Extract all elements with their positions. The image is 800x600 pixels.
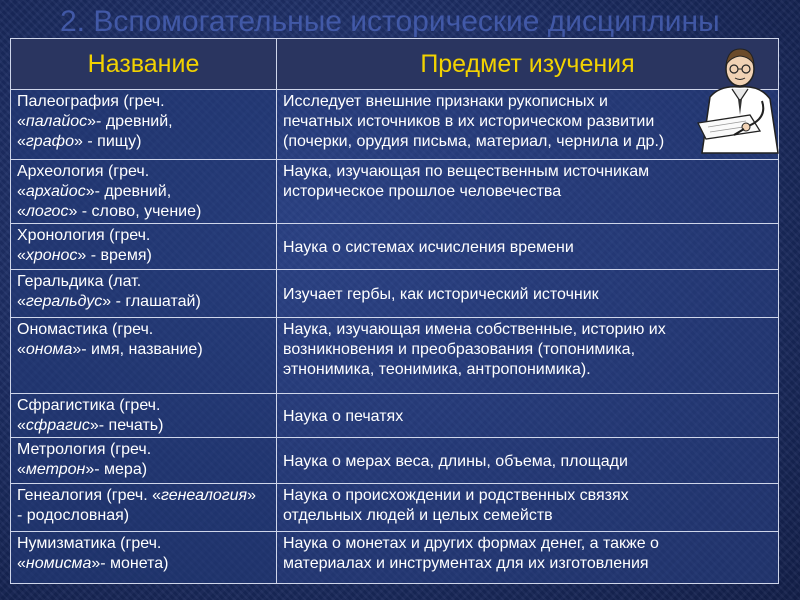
etymology-word: метрон	[25, 461, 86, 478]
discipline-subject-cell	[277, 484, 779, 532]
table-row	[11, 438, 779, 484]
table-row	[11, 394, 779, 438]
discipline-name-line	[17, 340, 272, 360]
name-text: «	[17, 113, 26, 130]
discipline-name-line	[17, 440, 272, 460]
etymology-word: графо	[25, 133, 75, 150]
discipline-name-line	[17, 396, 272, 416]
subject-line: Изучает гербы, как исторический источник	[283, 285, 599, 303]
etymology-word: сфрагис	[25, 417, 90, 434]
subject-line: Наука о монетах и других формах денег, а также о	[283, 535, 659, 552]
name-text: «	[17, 183, 26, 200]
name-text: »	[247, 487, 256, 504]
discipline-subject-cell	[277, 438, 779, 484]
name-text: Нумизматика (греч.	[17, 535, 162, 552]
name-text: » - пищу)	[74, 133, 142, 150]
name-text: » - время)	[77, 247, 152, 264]
etymology-word: хронос	[25, 247, 78, 264]
discipline-name-line	[17, 246, 272, 266]
name-text: «	[17, 293, 26, 310]
name-text: »- древний,	[87, 113, 173, 130]
name-text: «	[17, 417, 26, 434]
subject-line: (почерки, орудия письма, материал, чернила и др.)	[283, 133, 665, 150]
name-text: «	[17, 461, 26, 478]
name-text: »- печать)	[89, 417, 164, 434]
table-header-row	[11, 39, 779, 90]
name-text: »- мера)	[85, 461, 148, 478]
discipline-name-cell	[11, 532, 277, 584]
discipline-name-line	[17, 486, 272, 506]
table-row	[11, 318, 779, 394]
discipline-name-cell	[11, 484, 277, 532]
name-text: Хронология (греч.	[17, 227, 151, 244]
subject-line: материалах и инструментах для их изготовления	[283, 555, 649, 572]
name-text: «	[17, 247, 26, 264]
subject-line: этнонимика, теонимика, антропонимика).	[283, 361, 591, 378]
discipline-subject-cell	[277, 532, 779, 584]
table-row	[11, 532, 779, 584]
name-text: » - глашатай)	[102, 293, 201, 310]
discipline-name-line	[17, 112, 272, 132]
discipline-subject-cell	[277, 160, 779, 224]
subject-line: Наука, изучающая по вещественным источникам	[283, 163, 650, 180]
name-text: »- имя, название)	[72, 341, 203, 358]
name-text: «	[17, 203, 26, 220]
etymology-word: номисма	[25, 555, 92, 572]
name-text: «	[17, 555, 26, 572]
discipline-subject-cell	[277, 394, 779, 438]
name-text: - родословная)	[17, 507, 130, 524]
disciplines-table	[10, 38, 779, 584]
discipline-name-line	[17, 554, 272, 574]
discipline-name-line	[17, 92, 272, 112]
discipline-name-line	[17, 132, 272, 152]
discipline-name-cell	[11, 394, 277, 438]
table-row	[11, 270, 779, 318]
discipline-subject-cell	[277, 270, 779, 318]
subject-line: печатных источников в их историческом развитии	[283, 113, 655, 130]
discipline-name-line	[17, 162, 272, 182]
discipline-name-cell	[11, 160, 277, 224]
discipline-subject-cell	[277, 224, 779, 270]
name-text: »- монета)	[91, 555, 169, 572]
subject-line: Наука о мерах веса, длины, объема, площади	[283, 452, 628, 470]
name-text: Палеография (греч.	[17, 93, 165, 110]
subject-line: отдельных людей и целых семейств	[283, 507, 553, 524]
discipline-name-line	[17, 272, 272, 292]
subject-line: Наука о печатях	[283, 407, 404, 425]
etymology-word: геральдус	[25, 293, 103, 310]
subject-line: Исследует внешние признаки рукописных и	[283, 93, 608, 110]
etymology-word: архайос	[25, 183, 86, 200]
discipline-name-line	[17, 320, 272, 340]
etymology-word: онома	[25, 341, 73, 358]
etymology-word: логос	[25, 203, 69, 220]
name-text: Генеалогия (греч. «	[17, 487, 161, 504]
discipline-name-line	[17, 202, 272, 222]
discipline-name-line	[17, 292, 272, 312]
subject-line: Наука, изучающая имена собственные, историю их	[283, 321, 666, 338]
discipline-name-cell	[11, 224, 277, 270]
disciplines-table-container	[10, 38, 778, 584]
header-subject: Предмет изучения	[277, 39, 779, 90]
table-row	[11, 90, 779, 160]
scholar-figure-icon	[690, 35, 785, 155]
subject-line: историческое прошлое человечества	[283, 183, 562, 200]
name-text: Ономастика (греч.	[17, 321, 154, 338]
name-text: «	[17, 341, 26, 358]
name-text: Геральдика (лат.	[17, 273, 142, 290]
discipline-name-line	[17, 534, 272, 554]
name-text: Сфрагистика (греч.	[17, 397, 161, 414]
subject-line: Наука о происхождении и родственных связях	[283, 487, 629, 504]
etymology-word: генеалогия	[160, 487, 248, 504]
etymology-word: палайос	[25, 113, 88, 130]
discipline-subject-cell	[277, 318, 779, 394]
table-body	[11, 90, 779, 584]
name-text: Археология (греч.	[17, 163, 150, 180]
subject-line: Наука о системах исчисления времени	[283, 238, 574, 256]
discipline-name-cell	[11, 270, 277, 318]
subject-line: возникновения и преобразования (топонимика,	[283, 341, 636, 358]
discipline-name-cell	[11, 318, 277, 394]
table-row	[11, 224, 779, 270]
discipline-name-line	[17, 460, 272, 480]
slide-title: 2. Вспомогательные исторические дисциплины	[60, 5, 720, 38]
discipline-name-line	[17, 182, 272, 202]
discipline-name-line	[17, 226, 272, 246]
discipline-name-cell	[11, 438, 277, 484]
table-row	[11, 484, 779, 532]
name-text: «	[17, 133, 26, 150]
discipline-name-cell	[11, 90, 277, 160]
discipline-name-line	[17, 506, 272, 526]
name-text: Метрология (греч.	[17, 441, 152, 458]
name-text: » - слово, учение)	[68, 203, 202, 220]
header-name: Название	[11, 39, 277, 90]
discipline-name-line	[17, 416, 272, 436]
table-row	[11, 160, 779, 224]
name-text: »- древний,	[85, 183, 172, 200]
